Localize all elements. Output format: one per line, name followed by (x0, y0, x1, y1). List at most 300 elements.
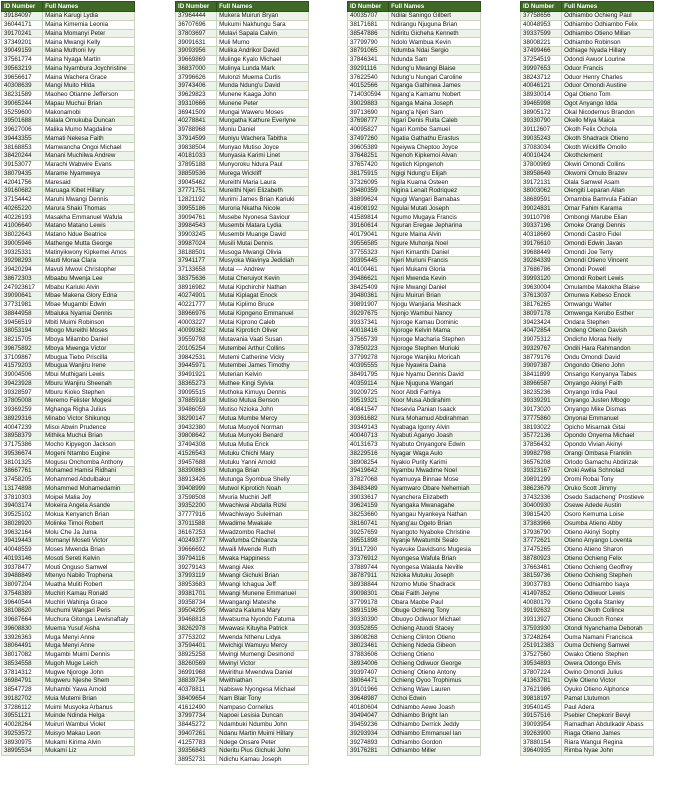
id-number-cell: 39486621 (348, 274, 389, 283)
table-row (348, 423, 481, 432)
id-number-cell: 39423928 (2, 379, 43, 388)
full-name-cell: Omondi Castro Fidel (562, 230, 654, 239)
id-number-cell: 38023461 (348, 642, 389, 651)
id-number-cell: 38547728 (2, 685, 43, 694)
table-row (521, 694, 654, 703)
table-row (176, 720, 309, 729)
table-row (176, 432, 309, 441)
table-row (348, 90, 481, 99)
full-name-cell: Musembi Muange David (217, 230, 309, 239)
table-row (176, 134, 309, 143)
full-name-cell: Nzioka Mutuku Joseph (389, 572, 481, 581)
full-name-cell: Nyambu Mwadime Noel (389, 467, 481, 476)
id-number-cell: 38905172 (521, 108, 562, 117)
table-row (2, 545, 135, 554)
id-number-cell: 37772621 (521, 537, 562, 546)
table-row (348, 519, 481, 528)
table-row (348, 12, 481, 21)
full-name-cell: Onsarigo Kenyanya Tabes (562, 370, 654, 379)
full-name-cell: Mwirithui Mwendwa Daniel (217, 668, 309, 677)
table-row (348, 222, 481, 231)
full-name-cell: Omondi Robert Lewis (562, 274, 654, 283)
table-row (521, 405, 654, 414)
id-name-table-1 (1, 1, 135, 756)
id-number-cell: 37698777 (348, 117, 389, 126)
id-number-cell: 36984791 (2, 677, 43, 686)
id-number-cell: 39172131 (521, 178, 562, 187)
full-name-cell: Mosoti Sereti Kelvin (43, 554, 135, 563)
full-name-cell: Ombongi Marube Elian (562, 213, 654, 222)
id-number-cell: 37133658 (176, 265, 217, 274)
id-number-cell: 20105254 (176, 344, 217, 353)
id-number-cell: 39903245 (176, 230, 217, 239)
id-number-cell: 39101966 (348, 685, 389, 694)
id-number-cell: 39605389 (348, 143, 389, 152)
full-name-cell: Maina Nyaga Martin (43, 55, 135, 64)
full-name-cell: Munyoroku Ndura Paul (217, 160, 309, 169)
table-row (2, 650, 135, 659)
id-number-cell: 40308639 (2, 82, 43, 91)
table-row (2, 239, 135, 248)
full-name-cell: Oyile Otieno Victor (562, 677, 654, 686)
table-row (348, 668, 481, 677)
id-number-cell: 35772136 (521, 432, 562, 441)
full-name-cell: Njoroge Macharia Stephen (389, 335, 481, 344)
id-number-cell: 39688449 (521, 248, 562, 257)
id-number-cell: 39361682 (348, 414, 389, 423)
full-name-cell: Orangi Ombasa Franklin (562, 449, 654, 458)
id-number-cell: 38925258 (176, 650, 217, 659)
id-number-cell: 39432380 (176, 423, 217, 432)
table-row (348, 624, 481, 633)
id-number-cell: 37565739 (348, 335, 389, 344)
full-name-cell: Nyongesa Wafula Brian (389, 554, 481, 563)
id-number-cell: 38966587 (521, 379, 562, 388)
full-name-cell: Nganga Gathinwa James (389, 82, 481, 91)
id-number-cell: 39004506 (2, 370, 43, 379)
id-number-cell: 39480361 (348, 292, 389, 301)
full-name-cell: Onyango Akinyi Faith (562, 379, 654, 388)
table-row (176, 318, 309, 327)
full-name-cell: Murimi James Brian Kariuki (217, 195, 309, 204)
full-name-cell: Nyangau Nyankeya Nathan (389, 510, 481, 519)
table-row (348, 230, 481, 239)
id-number-cell: 37731981 (2, 300, 43, 309)
id-number-cell: 39035243 (521, 134, 562, 143)
full-name-cell: Njeri Muriuni Francis (389, 257, 481, 266)
id-number-cell: 39443355 (2, 134, 43, 143)
table-row (176, 397, 309, 406)
full-name-cell: Maresaid (43, 178, 135, 187)
id-number-cell: 39842531 (176, 353, 217, 362)
id-number-cell: 39093954 (521, 720, 562, 729)
full-name-cell: Ondeng Otieno Davish (562, 327, 654, 336)
id-number-cell: 40040713 (348, 432, 389, 441)
id-number-cell: 38547886 (348, 29, 389, 38)
full-name-cell: Ouma Ochieng Samwel (562, 642, 654, 651)
id-number-cell: 40226193 (2, 213, 43, 222)
id-number-cell: 39293934 (348, 729, 389, 738)
full-name-cell: Okwomi Omulo Brazev (562, 169, 654, 178)
id-number-cell: 37799790 (348, 38, 389, 47)
id-number-cell: 39323167 (521, 467, 562, 476)
table-row (348, 510, 481, 519)
full-name-cell: Ndambuki Ndumbu John (217, 720, 309, 729)
id-number-cell: 38390863 (176, 467, 217, 476)
id-number-cell: 38053194 (2, 327, 43, 336)
table-row (348, 607, 481, 616)
full-name-cell: Mukami Kirima Alvin (43, 738, 135, 747)
id-number-cell: 38491795 (348, 370, 389, 379)
full-name-cell: Onyango Justen Mbogo (562, 397, 654, 406)
full-name-cell: Nura Mohamud Abdirahman (389, 414, 481, 423)
table-row (2, 370, 135, 379)
table-row (348, 572, 481, 581)
table-row (521, 502, 654, 511)
table-row (348, 99, 481, 108)
id-number-cell: 38375636 (176, 274, 217, 283)
full-name-cell: Muinde Ndinda Helga (43, 712, 135, 721)
id-number-cell: 39337196 (521, 222, 562, 231)
id-number-cell: 39891907 (348, 300, 389, 309)
full-name-cell: Munyasia Karimi Linet (217, 152, 309, 161)
table-row (176, 379, 309, 388)
full-name-cell: Marame Nyamweya (43, 169, 135, 178)
table-row (2, 537, 135, 546)
full-name-cell: Ochieng Odiwuor George (389, 659, 481, 668)
id-number-cell: 13174898 (2, 484, 43, 493)
full-name-cell: Mutai Kipchirchir Nathan (217, 283, 309, 292)
table-row (521, 580, 654, 589)
id-number-cell: 37175386 (2, 440, 43, 449)
id-number-cell: 38108620 (2, 607, 43, 616)
table-row (521, 668, 654, 677)
id-number-header: ID Number (176, 2, 217, 12)
table-row (2, 720, 135, 729)
table-row (521, 432, 654, 441)
table-row (521, 335, 654, 344)
full-name-cell: Matano Matano Lewis (43, 222, 135, 231)
table-row (176, 178, 309, 187)
id-number-cell: 38079435 (2, 169, 43, 178)
id-number-cell: 41006640 (2, 222, 43, 231)
table-row (2, 362, 135, 371)
id-number-cell: 39408999 (176, 484, 217, 493)
id-number-cell: 39356843 (176, 747, 217, 756)
id-number-cell: 40472854 (521, 327, 562, 336)
table-row (348, 300, 481, 309)
full-name-cell: Obuge Ochieng Tony (389, 607, 481, 616)
id-number-cell: 40035707 (348, 12, 389, 21)
id-number-cell: 37889744 (348, 563, 389, 572)
table-row (348, 169, 481, 178)
table-row (176, 572, 309, 581)
id-number-cell: 39263900 (521, 729, 562, 738)
table-row (176, 327, 309, 336)
full-name-cell: Mwangangi Mateshe (217, 598, 309, 607)
table-row (2, 432, 135, 441)
id-number-cell: 38235236 (521, 388, 562, 397)
table-row (176, 257, 309, 266)
full-name-cell: Mwadzombo Rachel (217, 528, 309, 537)
id-number-cell: 39630004 (521, 283, 562, 292)
full-name-cell: Njonjo Wambui Nancy (389, 309, 481, 318)
id-number-cell: 38938844 (348, 580, 389, 589)
full-name-cell: Mwangi Gichuki Brian (217, 572, 309, 581)
full-name-cell: Ndunda Sam (389, 55, 481, 64)
id-number-cell: 38958649 (521, 169, 562, 178)
id-number-cell: 39257659 (348, 528, 389, 537)
full-name-cell: Ondicho Moraa Nelly (562, 335, 654, 344)
id-number-cell: 36941509 (176, 108, 217, 117)
table-row (348, 143, 481, 152)
table-row (176, 405, 309, 414)
full-name-cell: Mwaili Mwende Ruth (217, 545, 309, 554)
full-name-cell: Maoheo Otianne Jefferson (43, 90, 135, 99)
id-number-cell: 38003062 (521, 187, 562, 196)
id-number-cell: 39291116 (348, 64, 389, 73)
table-row (2, 379, 135, 388)
table-row (521, 598, 654, 607)
id-number-cell: 39669869 (176, 55, 217, 64)
full-name-cell: Musebe Nyonesa Saviour (217, 213, 309, 222)
full-name-cell: Obuoyo Odiwuor Michael (389, 615, 481, 624)
id-number-cell: 39993120 (521, 274, 562, 283)
table-row (521, 38, 654, 47)
full-name-cell: Murega Wickliff (217, 169, 309, 178)
full-name-cell: Omulambe Makokha Blaise (562, 283, 654, 292)
table-row (176, 12, 309, 21)
full-name-cell: Mwingi Mumengi Desmond (217, 650, 309, 659)
full-name-cell: Odhiambo Bright Ian (389, 712, 481, 721)
id-number-cell: 37657420 (348, 160, 389, 169)
id-number-cell: 39330390 (348, 615, 389, 624)
full-name-cell: Omondi Otieno Vincent (562, 257, 654, 266)
id-number-cell: 38916982 (176, 283, 217, 292)
full-name-cell: Odhiambo Odhiambo Felix (562, 20, 654, 29)
id-number-cell: 37805008 (2, 397, 43, 406)
id-number-cell: 39891299 (521, 475, 562, 484)
full-name-cell: Omoke Orangi Dennis (562, 222, 654, 231)
id-number-cell: 39094761 (176, 213, 217, 222)
full-name-cell: Olala Samwel Asam (562, 178, 654, 187)
full-name-cell: Njoroge Wanjiku Moricah (389, 353, 481, 362)
table-row (521, 160, 654, 169)
id-number-cell: 39838504 (176, 143, 217, 152)
table-row (348, 64, 481, 73)
id-number-cell: 37594401 (176, 642, 217, 651)
table-row (2, 195, 135, 204)
full-name-cell: Mwinyi Victor (217, 659, 309, 668)
id-number-cell: 36167253 (176, 528, 217, 537)
id-number-cell: 38908254 (348, 458, 389, 467)
id-name-table-2 (175, 1, 309, 765)
table-row (176, 29, 309, 38)
table-row (176, 633, 309, 642)
table-row (176, 475, 309, 484)
full-name-cell: Mouti Onguso Samwel (43, 563, 135, 572)
id-number-cell: 39556585 (348, 239, 389, 248)
id-number-cell: 38188501 (176, 248, 217, 257)
table-row (348, 467, 481, 476)
full-name-cell: Mbaabu Mwenja Lee (43, 274, 135, 283)
id-number-cell: 39279143 (176, 563, 217, 572)
id-number-cell: 39112607 (521, 125, 562, 134)
id-number-cell: 39330790 (521, 117, 562, 126)
full-name-cell: Ndolo Wambua Kevin (389, 38, 481, 47)
id-number-cell: 37964444 (176, 12, 217, 21)
id-number-cell: 39176610 (521, 239, 562, 248)
full-name-cell: Riaga Otieno James (562, 729, 654, 738)
id-number-cell: 40181033 (176, 152, 217, 161)
table-row (348, 344, 481, 353)
id-number-cell: 39182702 (2, 694, 43, 703)
id-number-cell: 39095515 (176, 388, 217, 397)
full-name-cell: Odhiambo Miller (389, 747, 481, 756)
full-name-cell: Mutwol Kiprotich Noah (217, 484, 309, 493)
id-number-cell: 39378477 (2, 563, 43, 572)
table-row (521, 370, 654, 379)
table-row (176, 82, 309, 91)
full-name-cell: Mwithiathan (217, 677, 309, 686)
table-row (348, 729, 481, 738)
id-number-cell: 39501688 (2, 117, 43, 126)
table-row (2, 703, 135, 712)
table-row (176, 195, 309, 204)
table-row (521, 82, 654, 91)
id-number-cell: 39640935 (521, 747, 562, 756)
full-name-cell: Ochieng' Otieno Antony (389, 668, 481, 677)
table-row (521, 397, 654, 406)
full-name-cell: Mutembei Arthur Collins (217, 344, 309, 353)
table-row (2, 29, 135, 38)
table-row (521, 213, 654, 222)
table-row (521, 108, 654, 117)
id-number-cell: 39160682 (2, 187, 43, 196)
table-row (176, 20, 309, 29)
full-name-cell: Musili Mutai Dennis (217, 239, 309, 248)
full-name-cell: Nyabuti Aganyo Joash (389, 432, 481, 441)
full-name-cell: Mutua Muoyoli Norman (217, 423, 309, 432)
full-name-cell: Mauti Moraa Clara (43, 257, 135, 266)
full-name-cell: Matano Ndue Beatrice (43, 230, 135, 239)
full-name-cell: Marachi Wabwire Evans (43, 160, 135, 169)
full-name-cell: Ochieng Atuodi Stacey (389, 624, 481, 633)
full-names-header: Full Names (43, 2, 135, 12)
full-name-cell: Nderitu Pius Gichuki John (217, 747, 309, 756)
full-name-cell: Nabiswe Nyongesa Michael (217, 685, 309, 694)
table-row (176, 510, 309, 519)
id-number-cell: 38411899 (521, 370, 562, 379)
full-name-cell: Otieno Ogolla Stanley (562, 598, 654, 607)
table-row (176, 283, 309, 292)
id-number-cell: 38915196 (348, 607, 389, 616)
id-number-cell: 41526543 (176, 449, 217, 458)
id-number-cell: 39486059 (176, 405, 217, 414)
id-number-cell: 40841547 (348, 405, 389, 414)
table-row (2, 20, 135, 29)
id-number-cell: 41612490 (176, 703, 217, 712)
id-number-cell: 38551898 (348, 537, 389, 546)
id-number-cell: 39337599 (521, 29, 562, 38)
id-number-cell: 36576208 (521, 458, 562, 467)
table-row (348, 405, 481, 414)
id-number-cell: 42041756 (2, 178, 43, 187)
table-row (2, 580, 135, 589)
table-row (521, 20, 654, 29)
table-row (521, 607, 654, 616)
full-name-cell: Okwiri Omondi Collins (562, 160, 654, 169)
id-number-cell: 38623679 (521, 484, 562, 493)
id-number-cell: 39369259 (2, 405, 43, 414)
table-row (348, 414, 481, 423)
full-name-cell: Mureithi Maria Laura (217, 178, 309, 187)
table-row (521, 589, 654, 598)
full-name-cell: Ochieng Otieno (389, 650, 481, 659)
full-name-cell: Muga Menyi Anne (43, 633, 135, 642)
full-name-cell: Mwangi Ichagua Jeff (217, 580, 309, 589)
id-number-cell: 41363781 (521, 677, 562, 686)
full-name-cell: Onyango Mike Dismas (562, 405, 654, 414)
id-number-cell: 41497852 (521, 589, 562, 598)
id-number-cell: 40100461 (348, 265, 389, 274)
full-name-cell: Mutai Kiplagat Enock (217, 292, 309, 301)
full-name-cell: Muia Mutemi Brian (43, 694, 135, 703)
id-number-cell: 40318669 (521, 230, 562, 239)
full-name-cell: Riara Wangui Regina (562, 738, 654, 747)
id-number-cell: 247923617 (2, 283, 43, 292)
full-name-cell: Mulonzi Muema Curtis (217, 73, 309, 82)
id-number-cell: 39632164 (2, 528, 43, 537)
id-number-cell: 38022643 (2, 230, 43, 239)
full-name-cell: Muchiri Wahinja Grace (43, 598, 135, 607)
table-row (2, 292, 135, 301)
table-row (2, 738, 135, 747)
full-name-cell: Mungai Waweru Moses (217, 108, 309, 117)
full-name-cell: Muthee Kingi Sylvia (217, 379, 309, 388)
full-name-cell: Oduor Francis (562, 64, 654, 73)
id-number-cell: 37799278 (348, 353, 389, 362)
id-number-cell: 39358734 (176, 598, 217, 607)
id-number-cell: 37856432 (521, 440, 562, 449)
table-row (521, 239, 654, 248)
id-number-cell: 39337341 (348, 318, 389, 327)
table-row (2, 152, 135, 161)
full-name-cell: Njue Nyamu Dennis David (389, 370, 481, 379)
id-number-cell: 36837000 (176, 64, 217, 73)
id-number-cell: 39997653 (521, 64, 562, 73)
full-name-cell: Ndung'u Mwangi Blaise (389, 64, 481, 73)
table-row (348, 239, 481, 248)
id-number-cell: 37254519 (521, 55, 562, 64)
table-row (521, 388, 654, 397)
table-row (521, 379, 654, 388)
full-name-cell: Omondi Powell (562, 265, 654, 274)
id-number-cell: 37154442 (2, 195, 43, 204)
id-number-cell: 39153077 (2, 160, 43, 169)
full-name-cell: Mohammed Abdulbakur (43, 475, 135, 484)
id-number-cell: 39298293 (2, 257, 43, 266)
table-row (521, 449, 654, 458)
table-row (176, 729, 309, 738)
id-number-cell: 37800969 (521, 160, 562, 169)
table-row (176, 563, 309, 572)
table-row (521, 510, 654, 519)
table-row (2, 747, 135, 756)
table-row (348, 47, 481, 56)
table-row (348, 580, 481, 589)
table-row (2, 125, 135, 134)
